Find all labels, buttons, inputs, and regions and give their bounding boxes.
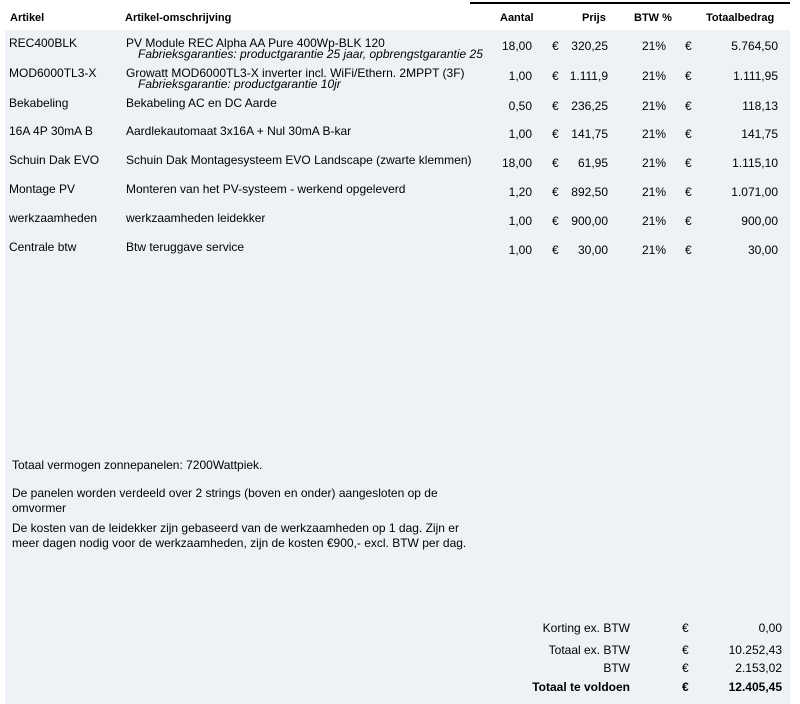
row-omschrijving: Growatt MOD6000TL3-X inverter incl. WiFi/Ethern. 2MPPT (3F) [126,66,465,80]
row-prijs-currency: € [552,127,559,141]
totals-value: 2.153,02 [735,661,782,675]
totals-currency: € [682,621,689,635]
row-btw: 21% [641,127,666,141]
row-btw: 21% [641,185,666,199]
header-btw: BTW % [634,12,672,24]
row-prijs-currency: € [552,69,559,83]
totals-label: Totaal ex. BTW [548,643,630,657]
row-subtext: Fabrieksgaranties: productgarantie 25 jaar, opbrengstgarantie 25 [138,47,483,61]
row-totaal: 1.071,00 [731,185,778,199]
totals-value: 0,00 [758,621,782,635]
totals-currency: € [682,643,689,657]
row-totaal-currency: € [685,185,692,199]
header-prijs: Prijs [582,12,606,24]
header-totaal: Totaalbedrag [706,12,775,24]
row-omschrijving: PV Module REC Alpha AA Pure 400Wp-BLK 120 [126,36,385,50]
row-aantal: 1,00 [508,69,532,83]
row-artikel: Centrale btw [9,240,77,254]
row-prijs: 892,50 [571,185,608,199]
row-prijs: 30,00 [577,243,608,257]
row-artikel: werkzaamheden [9,211,98,225]
row-totaal: 141,75 [741,127,778,141]
row-omschrijving: Schuin Dak Montagesysteem EVO Landscape (zwarte klemmen) [126,153,472,167]
row-totaal: 1.111,95 [733,69,778,83]
row-btw: 21% [641,69,666,83]
row-totaal-currency: € [685,99,692,113]
row-prijs: 61,95 [577,156,608,170]
row-totaal-currency: € [685,39,692,53]
row-prijs-currency: € [552,243,559,257]
totals-label: Totaal te voldoen [532,680,630,694]
row-artikel: MOD6000TL3-X [9,66,97,80]
row-totaal-currency: € [685,214,692,228]
header-aantal: Aantal [500,12,534,24]
totals-currency: € [682,680,689,694]
row-prijs-currency: € [552,39,559,53]
row-prijs: 320,25 [571,39,608,53]
row-aantal: 1,00 [508,243,532,257]
row-omschrijving: Monteren van het PV-systeem - werkend opgeleverd [126,182,406,196]
note-leidekker: De kosten van de leidekker zijn gebaseerd van de werkzaamheden op 1 dag. Zijn er meer dagen nodig voor de werkzaamheden, zijn de kosten €900,- excl. BTW per dag. [12,521,467,550]
row-artikel: Montage PV [9,182,76,196]
row-artikel: Bekabeling [9,96,69,110]
totals-label: Korting ex. BTW [542,621,630,635]
row-btw: 21% [641,99,666,113]
row-btw: 21% [641,214,666,228]
row-aantal: 18,00 [501,39,532,53]
row-omschrijving: werkzaamheden leidekker [126,211,266,225]
row-omschrijving: Bekabeling AC en DC Aarde [126,96,277,110]
invoice-body [5,30,790,704]
row-artikel: Schuin Dak EVO [9,153,100,167]
row-prijs-currency: € [552,156,559,170]
row-aantal: 18,00 [501,156,532,170]
row-totaal: 118,13 [742,99,778,113]
row-aantal: 0,50 [508,99,532,113]
row-totaal: 5.764,50 [731,39,778,53]
row-prijs-currency: € [552,99,559,113]
row-subtext: Fabrieksgarantie: productgarantie 10jr [138,77,341,91]
row-totaal: 900,00 [741,214,778,228]
row-btw: 21% [641,39,666,53]
table-header [0,8,800,30]
totals-value: 12.405,45 [728,680,782,694]
row-totaal: 1.115,10 [732,156,778,170]
row-totaal-currency: € [685,156,692,170]
row-prijs: 236,25 [571,99,608,113]
row-totaal-currency: € [685,127,692,141]
note-strings: De panelen worden verdeeld over 2 strings (boven en onder) aangesloten op de omvormer [12,486,438,515]
row-btw: 21% [641,156,666,170]
top-rule [470,2,790,4]
row-totaal: 30,00 [747,243,778,257]
row-omschrijving: Btw teruggave service [126,240,245,254]
row-omschrijving: Aardlekautomaat 3x16A + Nul 30mA B-kar [126,124,352,138]
row-aantal: 1,00 [508,214,532,228]
row-totaal-currency: € [685,69,692,83]
note-vermogen: Totaal vermogen zonnepanelen: 7200Wattpiek. [12,458,263,472]
row-prijs: 141,75 [571,127,608,141]
totals-currency: € [682,661,689,675]
row-btw: 21% [641,243,666,257]
row-artikel: 16A 4P 30mA B [9,124,93,138]
totals-label: BTW [603,661,630,675]
row-artikel: REC400BLK [9,36,78,50]
row-aantal: 1,00 [508,127,532,141]
totals-value: 10.252,43 [728,643,782,657]
header-omschrijving: Artikel-omschrijving [125,12,232,24]
row-prijs-currency: € [552,214,559,228]
row-prijs: 900,00 [571,214,608,228]
row-prijs-currency: € [552,185,559,199]
row-prijs: 1.111,9 [569,69,608,83]
row-totaal-currency: € [685,243,692,257]
row-aantal: 1,20 [508,185,532,199]
header-artikel: Artikel [10,12,45,24]
